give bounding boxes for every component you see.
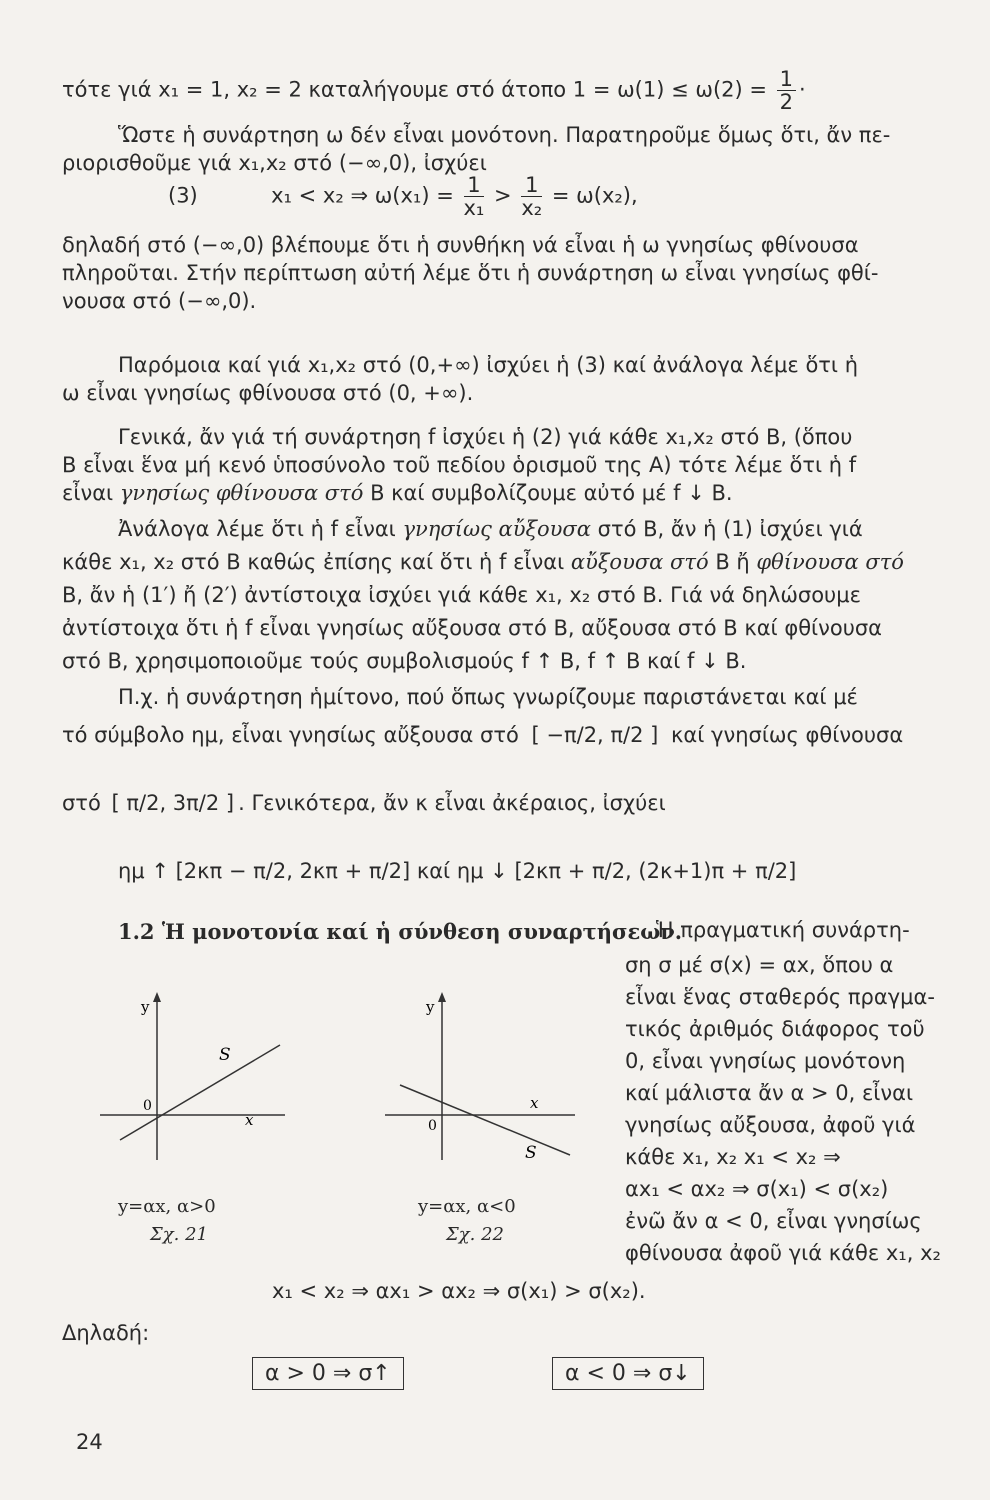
- x-label: x: [530, 1094, 539, 1112]
- text-line-14: Β, ἄν ἡ (1′) ἤ (2′) ἀντίστοιχα ἰσχύει γιά κάθε x₁, x₂ στό Β. Γιά νά δηλώσουμε: [62, 583, 861, 607]
- curve-label: S: [525, 1143, 537, 1163]
- text-line-15: ἀντίστοιχα ὅτι ἡ f εἶναι γνησίως αὔξουσα στό Β, αὔξουσα στό Β καί φθίνουσα: [62, 616, 883, 640]
- interval-pi-half-3pi-half: [ π/2, 3π/2 ]: [111, 791, 235, 815]
- col-line: καί μάλιστα ἄν α > 0, εἶναι: [625, 1081, 914, 1105]
- frac-num: 1: [464, 174, 485, 197]
- l13-italic-1: αὔξουσα στό: [570, 550, 709, 574]
- text-line-16: στό Β, χρησιμοποιοῦμε τούς συμβολισμούς f ↑ Β, f ↑ Β καί f ↓ Β.: [62, 649, 747, 673]
- line-negative-slope: [400, 1085, 570, 1155]
- implication-line: x₁ < x₂ ⇒ αx₁ > αx₂ ⇒ σ(x₁) > σ(x₂).: [272, 1279, 646, 1303]
- frac-num: 1: [521, 174, 542, 197]
- frac-den: x₁: [463, 196, 485, 220]
- col-line: τικός ἀριθμός διάφορος τοῦ: [625, 1017, 925, 1041]
- y-axis-arrow: [438, 992, 446, 1002]
- line-1-text: τότε γιά x₁ = 1, x₂ = 2 καταλήγουμε στό άτοπο 1 = ω(1) ≤ ω(2) =: [62, 77, 767, 102]
- figure-22-number: Σχ. 22: [446, 1224, 504, 1245]
- text-line-18: [62, 722, 903, 749]
- curve-label: S: [219, 1045, 231, 1065]
- col-line: εἶναι ἕνας σταθερός πραγμα-: [625, 985, 935, 1009]
- l19-b: . Γενικότερα, ἄν κ εἶναι ἀκέραιος, ἰσχύει: [238, 791, 666, 815]
- text-line-19: [62, 790, 666, 817]
- text-line-3: ριορισθοῦμε γιά x₁,x₂ στό (−∞,0), ἰσχύει: [62, 151, 487, 175]
- l13-c: Β ἤ: [715, 550, 750, 574]
- text-line-9: Γενικά, ἄν γιά τή συνάρτηση f ἰσχύει ἡ (2) γιά κάθε x₁,x₂ στό Β, (ὅπου: [118, 425, 853, 449]
- box-negative-decreasing: α < 0 ⇒ σ↓: [552, 1357, 704, 1390]
- dilad-label: Δηλαδή:: [62, 1321, 150, 1345]
- y-label: y: [426, 998, 435, 1016]
- l19-a: στό: [62, 791, 101, 815]
- text-line-8: ω εἶναι γνησίως φθίνουσα στό (0, +∞).: [62, 381, 474, 405]
- col-line: κάθε x₁, x₂ x₁ < x₂ ⇒: [625, 1145, 841, 1169]
- fraction-one-half: [777, 68, 796, 113]
- equation-3: [168, 174, 638, 219]
- frac-den: 2: [779, 90, 794, 114]
- col-line: φθίνουσα ἀφοῦ γιά κάθε x₁, x₂: [625, 1241, 941, 1265]
- l18-b: καί γνησίως φθίνουσα: [671, 723, 904, 747]
- period: ·: [799, 77, 806, 102]
- greater-than: >: [494, 183, 512, 208]
- frac-den: x₂: [521, 196, 543, 220]
- text-line-10: Β εἶναι ἕνα μή κενό ὑποσύνολο τοῦ πεδίου ὁρισμοῦ της Α) τότε λέμε ὅτι ἡ f: [62, 453, 857, 477]
- fraction-1-x1: [464, 174, 485, 219]
- figure-21-caption: y=αx, α>0: [118, 1196, 216, 1217]
- col-line: ἐνῶ ἄν α < 0, εἶναι γνησίως: [625, 1209, 922, 1233]
- text-line-1: [62, 68, 806, 113]
- heading-continuation: Ἡ πραγματική συνάρτη-: [656, 918, 910, 942]
- equation-label: (3): [168, 183, 198, 208]
- text-line-2: Ὥστε ἡ συνάρτηση ω δέν εἶναι μονότονη. Παρατηροῦμε ὅμως ὅτι, ἄν πε-: [118, 123, 891, 147]
- y-axis-arrow: [153, 992, 161, 1002]
- l12-italic: γνησίως αὔξουσα: [402, 517, 591, 541]
- text-line-5: πληροῦται. Στήν περίπτωση αὐτή λέμε ὅτι ἡ συνάρτηση ω εἶναι γνησίως φθί-: [62, 261, 879, 285]
- col-line: αx₁ < αx₂ ⇒ σ(x₁) < σ(x₂): [625, 1177, 889, 1201]
- l12-c: στό Β, ἄν ἡ (1) ἰσχύει γιά: [597, 517, 863, 541]
- l11-c: Β καί συμβολίζουμε αὐτό μέ f ↓ Β.: [370, 481, 733, 505]
- origin-label: 0: [428, 1118, 437, 1134]
- y-label: y: [141, 998, 150, 1016]
- figure-22-caption: y=αx, α<0: [418, 1196, 516, 1217]
- text-line-13: [62, 549, 904, 576]
- l13-a: κάθε x₁, x₂ στό Β καθώς ἐπίσης καί ὅτι ἡ f εἶναι: [62, 550, 565, 574]
- text-line-6: νουσα στό (−∞,0).: [62, 289, 257, 313]
- text-line-11: [62, 480, 733, 507]
- col-line: 0, εἶναι γνησίως μονότονη: [625, 1049, 906, 1073]
- figure-21-number: Σχ. 21: [150, 1224, 208, 1245]
- eq3-left: x₁ < x₂ ⇒ ω(x₁) =: [271, 183, 454, 208]
- interval-minus-pi-half: [ −π/2, π/2 ]: [531, 723, 659, 747]
- eq3-right: = ω(x₂),: [551, 183, 638, 208]
- text-line-12: [118, 516, 863, 543]
- l13-italic-2: φθίνουσα στό: [756, 550, 904, 574]
- frac-num: 1: [777, 68, 796, 91]
- l18-a: τό σύμβολο ημ, εἶναι γνησίως αὔξουσα στό: [62, 723, 519, 747]
- box-positive-increasing: α > 0 ⇒ σ↑: [252, 1357, 404, 1390]
- l11-italic: γνησίως φθίνουσα στό: [119, 481, 364, 505]
- col-line: γνησίως αὔξουσα, ἀφοῦ γιά: [625, 1113, 916, 1137]
- col-line: ση σ μέ σ(x) = αx, ὅπου α: [625, 953, 894, 977]
- fraction-1-x2: [521, 174, 542, 219]
- text-line-20: ημ ↑ [2κπ − π/2, 2κπ + π/2] καί ημ ↓ [2κπ + π/2, (2κ+1)π + π/2]: [118, 859, 797, 883]
- line-positive-slope: [120, 1045, 280, 1140]
- l11-a: εἶναι: [62, 481, 114, 505]
- origin-label: 0: [143, 1098, 152, 1114]
- page-number: 24: [76, 1430, 103, 1454]
- text-line-7: Παρόμοια καί γιά x₁,x₂ στό (0,+∞) ἰσχύει ἡ (3) καί ἀνάλογα λέμε ὅτι ἡ: [118, 353, 859, 377]
- figure-22: [380, 990, 580, 1170]
- l12-a: Ἀνάλογα λέμε ὅτι ἡ f εἶναι: [118, 517, 396, 541]
- text-line-17: Π.χ. ἡ συνάρτηση ἡμίτονο, πού ὅπως γνωρίζουμε παριστάνεται καί μέ: [118, 685, 858, 709]
- x-label: x: [245, 1111, 254, 1129]
- section-heading: 1.2 Ἡ μονοτονία καί ἡ σύνθεση συναρτήσεων.: [118, 919, 683, 944]
- figure-21: [95, 990, 295, 1170]
- text-line-4: δηλαδή στό (−∞,0) βλέπουμε ὅτι ἡ συνθήκη νά εἶναι ἡ ω γνησίως φθίνουσα: [62, 233, 859, 257]
